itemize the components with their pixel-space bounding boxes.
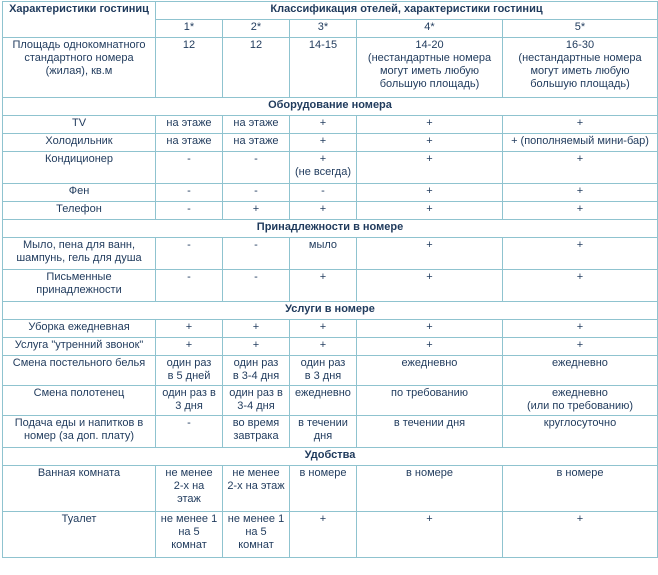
star-1: 1* — [156, 20, 223, 38]
row-label: Фен — [3, 184, 156, 202]
cell: + — [357, 512, 503, 558]
cell: + — [290, 338, 357, 356]
cell: ежедневно — [290, 386, 357, 416]
cell: - — [223, 270, 290, 302]
cell: 14-20 (нестандартные номера могут иметь любую большую площадь) — [357, 38, 503, 98]
row-label: Смена полотенец — [3, 386, 156, 416]
cell: на этаже — [223, 116, 290, 134]
cell: + — [357, 270, 503, 302]
cell: в номере — [357, 466, 503, 512]
star-5: 5* — [503, 20, 658, 38]
cell: на этаже — [156, 134, 223, 152]
cell: один раз в 3 дня — [290, 356, 357, 386]
cell: + — [223, 338, 290, 356]
table-row — [3, 338, 658, 356]
row-label: Телефон — [3, 202, 156, 220]
cell: один раз в 3-4 дня — [223, 386, 290, 416]
cell: + — [503, 184, 658, 202]
cell: не менее 2-х на этаж — [223, 466, 290, 512]
cell: + — [357, 338, 503, 356]
table-row — [3, 38, 658, 98]
cell: по требованию — [357, 386, 503, 416]
table-row — [3, 238, 658, 270]
cell: + — [290, 134, 357, 152]
cell: в течении дня — [290, 416, 357, 448]
cell: один раз в 3-4 дня — [223, 356, 290, 386]
table-row — [3, 512, 658, 558]
header-classification: Классификация отелей, характеристики гостиниц — [156, 2, 658, 20]
cell: мыло — [290, 238, 357, 270]
cell: - — [156, 270, 223, 302]
cell: + — [503, 116, 658, 134]
table-row — [3, 184, 658, 202]
star-2: 2* — [223, 20, 290, 38]
section-row — [3, 98, 658, 116]
cell: + — [290, 202, 357, 220]
cell: 16-30 (нестандартные номера могут иметь любую большую площадь) — [503, 38, 658, 98]
section-title-amenities: Удобства — [3, 448, 658, 466]
cell: - — [156, 238, 223, 270]
cell: - — [156, 202, 223, 220]
cell: не менее 1 на 5 комнат — [156, 512, 223, 558]
row-label: Холодильник — [3, 134, 156, 152]
cell: 12 — [156, 38, 223, 98]
cell: в номере — [290, 466, 357, 512]
cell: ежедневно (или по требованию) — [503, 386, 658, 416]
cell: + — [503, 320, 658, 338]
cell: + — [290, 320, 357, 338]
row-label: Кондиционер — [3, 152, 156, 184]
cell: на этаже — [156, 116, 223, 134]
row-label: Площадь однокомнатного стандартного номера (жилая), кв.м — [3, 38, 156, 98]
cell: - — [156, 152, 223, 184]
section-title-accessories: Принадлежности в номере — [3, 220, 658, 238]
cell: + (пополняемый мини-бар) — [503, 134, 658, 152]
cell: в течении дня — [357, 416, 503, 448]
row-label: Уборка ежедневная — [3, 320, 156, 338]
row-label: Письменные принадлежности — [3, 270, 156, 302]
cell: + — [357, 184, 503, 202]
cell: во время завтрака — [223, 416, 290, 448]
row-label: Подача еды и напитков в номер (за доп. плату) — [3, 416, 156, 448]
section-row — [3, 448, 658, 466]
cell: один раз в 3 дня — [156, 386, 223, 416]
cell: 14-15 — [290, 38, 357, 98]
row-label: TV — [3, 116, 156, 134]
cell: круглосуточно — [503, 416, 658, 448]
cell: + — [503, 238, 658, 270]
cell: ежедневно — [357, 356, 503, 386]
section-row — [3, 302, 658, 320]
cell: + — [223, 202, 290, 220]
cell: - — [223, 152, 290, 184]
cell: + — [503, 202, 658, 220]
cell: не менее 2-х на этаж — [156, 466, 223, 512]
cell: + — [503, 152, 658, 184]
cell: + — [290, 270, 357, 302]
cell: + (не всегда) — [290, 152, 357, 184]
star-3: 3* — [290, 20, 357, 38]
cell: - — [223, 184, 290, 202]
section-row — [3, 220, 658, 238]
cell: ежедневно — [503, 356, 658, 386]
cell: + — [156, 338, 223, 356]
cell: - — [223, 238, 290, 270]
row-label: Услуга "утренний звонок" — [3, 338, 156, 356]
row-label: Смена постельного белья — [3, 356, 156, 386]
cell: + — [503, 338, 658, 356]
table-row — [3, 152, 658, 184]
row-label: Ванная комната — [3, 466, 156, 512]
section-title-services: Услуги в номере — [3, 302, 658, 320]
cell: + — [223, 320, 290, 338]
cell: - — [156, 416, 223, 448]
header-row — [3, 2, 658, 20]
cell: + — [357, 202, 503, 220]
star-4: 4* — [357, 20, 503, 38]
row-label: Туалет — [3, 512, 156, 558]
cell: + — [357, 238, 503, 270]
cell: + — [290, 512, 357, 558]
cell: не менее 1 на 5 комнат — [223, 512, 290, 558]
cell: + — [290, 116, 357, 134]
cell: + — [503, 270, 658, 302]
table-row — [3, 466, 658, 512]
cell: + — [357, 152, 503, 184]
table-row — [3, 202, 658, 220]
cell: на этаже — [223, 134, 290, 152]
cell: + — [357, 320, 503, 338]
table-row — [3, 134, 658, 152]
hotel-classification-table — [2, 1, 658, 558]
cell: 12 — [223, 38, 290, 98]
cell: - — [156, 184, 223, 202]
cell: + — [156, 320, 223, 338]
table-row — [3, 270, 658, 302]
cell: в номере — [503, 466, 658, 512]
table-row — [3, 416, 658, 448]
cell: один раз в 5 дней — [156, 356, 223, 386]
table-row — [3, 386, 658, 416]
cell: + — [503, 512, 658, 558]
row-label: Мыло, пена для ванн, шампунь, гель для душа — [3, 238, 156, 270]
cell: + — [357, 134, 503, 152]
table-row — [3, 356, 658, 386]
header-characteristics: Характеристики гостиниц — [3, 2, 156, 38]
cell: - — [290, 184, 357, 202]
cell: + — [357, 116, 503, 134]
table-row — [3, 116, 658, 134]
table-row — [3, 320, 658, 338]
section-title-equipment: Оборудование номера — [3, 98, 658, 116]
